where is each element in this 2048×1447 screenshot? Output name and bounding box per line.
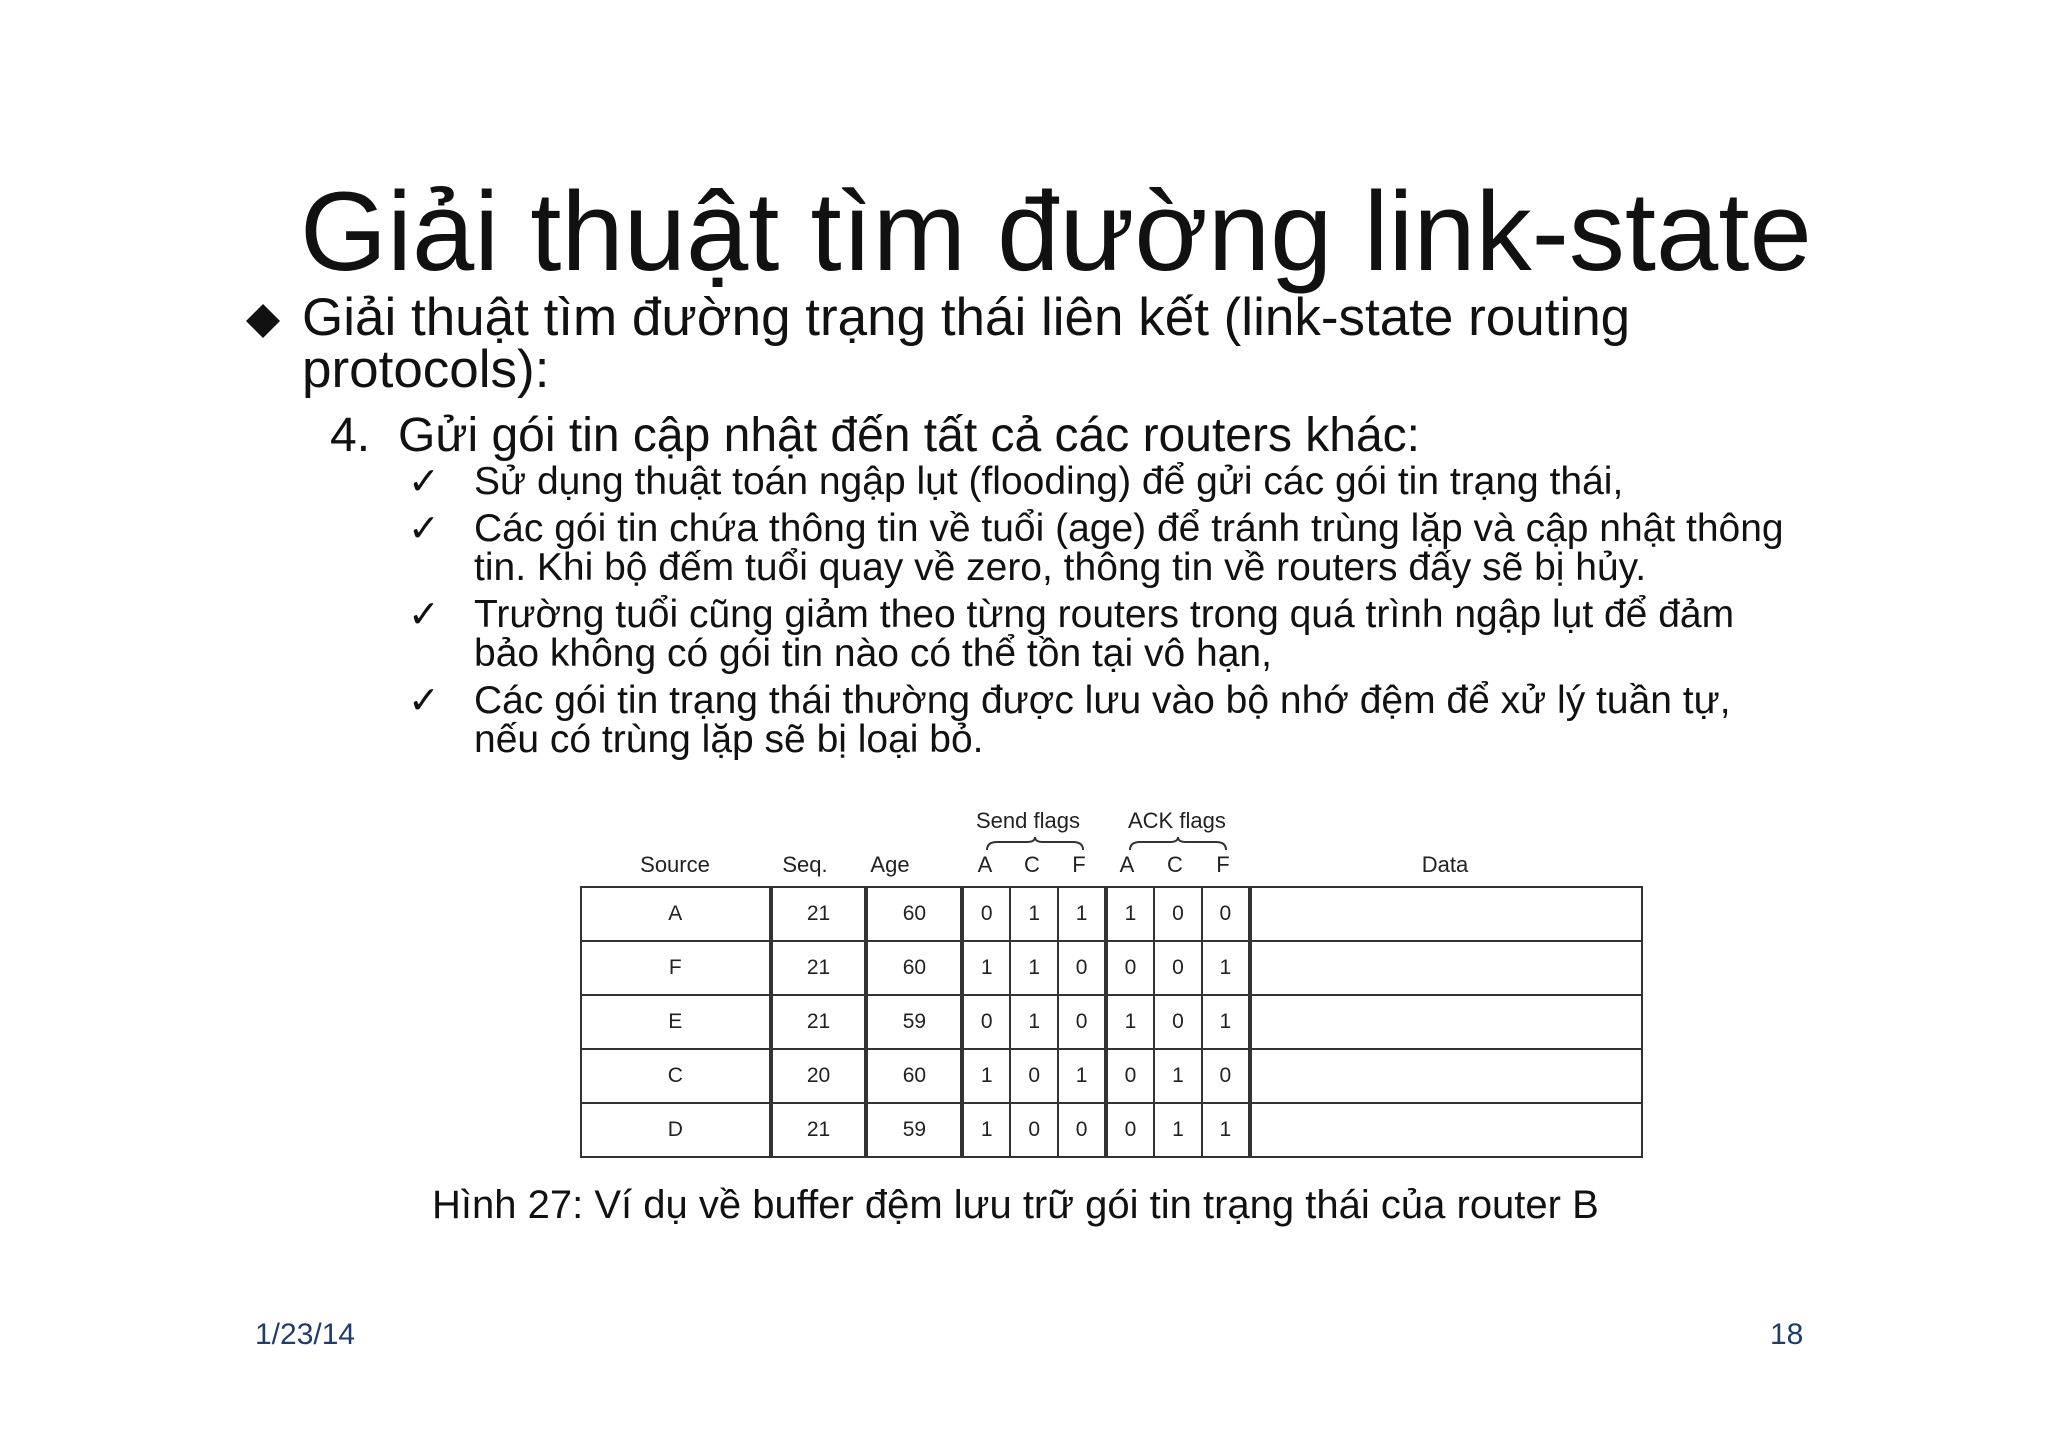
table-cell: 1 <box>1202 941 1250 995</box>
table-row <box>581 887 1642 941</box>
table-cell: F <box>581 941 771 995</box>
table-cell <box>1250 941 1642 995</box>
table-cell: C <box>581 1049 771 1103</box>
footer-date: 1/23/14 <box>255 1318 356 1351</box>
table-cell: E <box>581 995 771 1049</box>
table-cell: 0 <box>1106 1049 1154 1103</box>
table-cell: 60 <box>866 887 962 941</box>
figure-caption: Hình 27: Ví dụ về buffer đệm lưu trữ gói tin trạng thái của router B <box>432 1183 1599 1227</box>
main-bullet-text: Giải thuật tìm đường trạng thái liên kết (link-state routing protocols): <box>302 288 1631 399</box>
table-cell: A <box>581 887 771 941</box>
table-cell: 0 <box>1058 1103 1106 1157</box>
table-cell: 1 <box>962 1049 1010 1103</box>
table-cell: 1 <box>1058 1049 1106 1103</box>
check-item <box>408 462 1788 501</box>
table-cell: 21 <box>771 1103 867 1157</box>
check-list <box>408 462 1788 787</box>
table-cell: 1 <box>1202 995 1250 1049</box>
link-state-buffer-figure <box>580 800 1660 1180</box>
send-flags-brace <box>985 836 1085 852</box>
table-cell: 1 <box>1010 887 1058 941</box>
table-cell: 1 <box>1154 1049 1202 1103</box>
table-cell: 0 <box>1154 995 1202 1049</box>
table-cell: 0 <box>1106 941 1154 995</box>
table-cell: 1 <box>1106 995 1154 1049</box>
table-cell: 1 <box>1058 887 1106 941</box>
header-ack-c: C <box>1167 852 1183 877</box>
header-send-f: F <box>1072 852 1086 877</box>
check-text: Các gói tin chứa thông tin về tuổi (age) để tránh trùng lặp và cập nhật thông tin. Khi bộ đếm tuổi quay về zero, thông tin về routers đấy sẽ bị hủy. <box>474 507 1784 589</box>
table-cell: 0 <box>962 995 1010 1049</box>
table-cell: 0 <box>1010 1103 1058 1157</box>
table-cell <box>1250 995 1642 1049</box>
step-number: 4. <box>330 409 371 462</box>
table-cell: 0 <box>1202 1049 1250 1103</box>
table-cell: D <box>581 1103 771 1157</box>
check-text: Trường tuổi cũng giảm theo từng routers trong quá trình ngập lụt để đảm bảo không có gói tin nào có thể tồn tại vô hạn, <box>474 593 1735 675</box>
check-item <box>408 506 1788 589</box>
step-item <box>330 408 1420 464</box>
table-cell: 1 <box>962 941 1010 995</box>
table-cell: 1 <box>1106 887 1154 941</box>
header-source: Source <box>640 852 710 877</box>
table-cell <box>1250 1049 1642 1103</box>
header-ack-a: A <box>1119 852 1135 877</box>
header-seq: Seq. <box>782 852 828 877</box>
ack-flags-label: ACK flags <box>1128 808 1226 833</box>
table-row <box>581 1049 1642 1103</box>
table-cell: 21 <box>771 887 867 941</box>
table-cell: 21 <box>771 995 867 1049</box>
send-flags-label: Send flags <box>976 808 1080 833</box>
table-cell: 0 <box>1058 941 1106 995</box>
table-cell: 1 <box>962 1103 1010 1157</box>
checkmark-icon: ✓ <box>408 506 440 550</box>
table-cell: 59 <box>866 995 962 1049</box>
check-item <box>408 592 1788 675</box>
header-age: Age <box>870 852 910 877</box>
page-number: 18 <box>1770 1318 1804 1351</box>
table-cell: 1 <box>1202 1103 1250 1157</box>
main-bullet <box>246 288 1786 399</box>
table-cell: 1 <box>1010 941 1058 995</box>
table-cell: 20 <box>771 1049 867 1103</box>
table-cell <box>1250 887 1642 941</box>
check-text: Sử dụng thuật toán ngập lụt (flooding) để gửi các gói tin trạng thái, <box>474 462 1624 503</box>
checkmark-icon: ✓ <box>408 592 440 636</box>
checkmark-icon: ✓ <box>408 678 440 722</box>
table-row <box>581 1103 1642 1157</box>
table-cell: 0 <box>1010 1049 1058 1103</box>
table-row <box>581 995 1642 1049</box>
header-data: Data <box>1421 852 1469 877</box>
table-cell: 1 <box>1010 995 1058 1049</box>
step-text: Gửi gói tin cập nhật đến tất cả các routers khác: <box>398 409 1421 462</box>
ack-flags-brace <box>1128 836 1228 852</box>
table-cell: 21 <box>771 941 867 995</box>
check-item <box>408 678 1788 761</box>
header-ack-f: F <box>1216 852 1230 877</box>
table-cell: 0 <box>1058 995 1106 1049</box>
table-row <box>581 941 1642 995</box>
header-send-a: A <box>977 852 993 877</box>
table-cell: 60 <box>866 941 962 995</box>
table-cell: 0 <box>962 887 1010 941</box>
table-cell <box>1250 1103 1642 1157</box>
table-cell: 60 <box>866 1049 962 1103</box>
buffer-table <box>580 886 1643 1158</box>
checkmark-icon: ✓ <box>408 462 440 503</box>
table-cell: 0 <box>1154 941 1202 995</box>
header-send-c: C <box>1024 852 1040 877</box>
table-cell: 1 <box>1154 1103 1202 1157</box>
table-cell: 59 <box>866 1103 962 1157</box>
table-cell: 0 <box>1106 1103 1154 1157</box>
table-cell: 0 <box>1202 887 1250 941</box>
slide-title: Giải thuật tìm đường link-state <box>300 169 1812 294</box>
diamond-bullet-icon <box>246 304 280 338</box>
table-cell: 0 <box>1154 887 1202 941</box>
check-text: Các gói tin trạng thái thường được lưu vào bộ nhớ đệm để xử lý tuần tự, nếu có trùng lặp sẽ bị loại bỏ. <box>474 679 1731 761</box>
